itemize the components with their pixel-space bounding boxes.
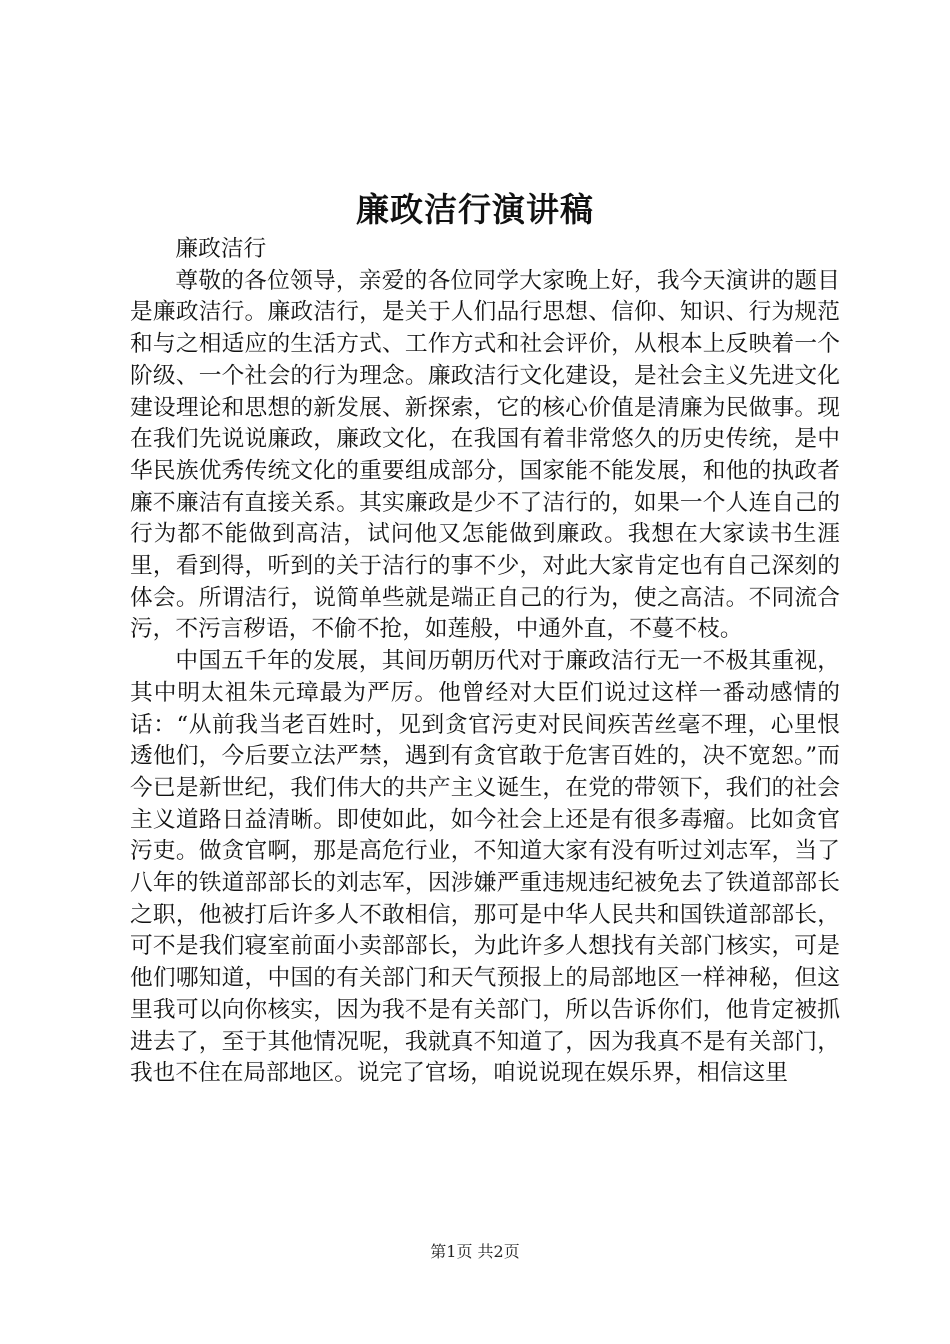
page-number-footer: 第1页 共2页 xyxy=(430,1242,520,1261)
paragraph: 尊敬的各位领导，亲爱的各位同学大家晚上好，我今天演讲的题目是廉政洁行。廉政洁行，是关于人们品行思想、信仰、知识、行为规范和与之相适应的生活方式、工作方式和社会评价，从根本上反映着一个阶级、一个社会的行为理念。廉政洁行文化建设，是社会主义先进文化建设理论和思想的新发展、新探索，它的核心价值是清廉为民做事。现在我们先说说廉政，廉政文化，在我国有着非常悠久的历史传统，是中华民族优秀传统文化的重要组成部分，国家能不能发展，和他的执政者廉不廉洁有直接关系。其实廉政是少不了洁行的，如果一个人连自己的行为都不能做到高洁，试问他又怎能做到廉政。我想在大家读书生涯里，看到得，听到的关于洁行的事不少，对此大家肯定也有自己深刻的体会。所谓洁行，说简单些就是端正自己的行为，使之高洁。不同流合污，不污言秽语，不偷不抢，如莲般，中通外直，不蔓不枝。 xyxy=(130,267,840,643)
document-body xyxy=(130,234,840,1090)
document-title: 廉政洁行演讲稿 xyxy=(356,190,594,229)
paragraph-heading: 廉政洁行 xyxy=(175,236,267,262)
paragraph: 中国五千年的发展，其间历朝历代对于廉政洁行无一不极其重视，其中明太祖朱元璋最为严厉。他曾经对大臣们说过这样一番动感情的话：“从前我当老百姓时，见到贪官污吏对民间疾苦丝毫不理，心里恨透他们，今后要立法严禁，遇到有贪官敢于危害百姓的，决不宽恕。”而今已是新世纪，我们伟大的共产主义诞生，在党的带领下，我们的社会主义道路日益清晰。即使如此，如今社会上还是有很多毒瘤。比如贪官污吏。做贪官啊，那是高危行业，不知道大家有没有听过刘志军，当了八年的铁道部部长的刘志军，因涉嫌严重违规违纪被免去了铁道部部长之职，他被打后许多人不敢相信，那可是中华人民共和国铁道部部长，可不是我们寝室前面小卖部部长，为此许多人想找有关部门核实，可是他们哪知道，中国的有关部门和天气预报上的局部地区一样神秘，但这里我可以向你核实，因为我不是有关部门，所以告诉你们，他肯定被抓进去了，至于其他情况呢，我就真不知道了，因为我真不是有关部门，我也不住在局部地区。说完了官场，咱说说现在娱乐界，相信这里 xyxy=(130,648,840,1087)
